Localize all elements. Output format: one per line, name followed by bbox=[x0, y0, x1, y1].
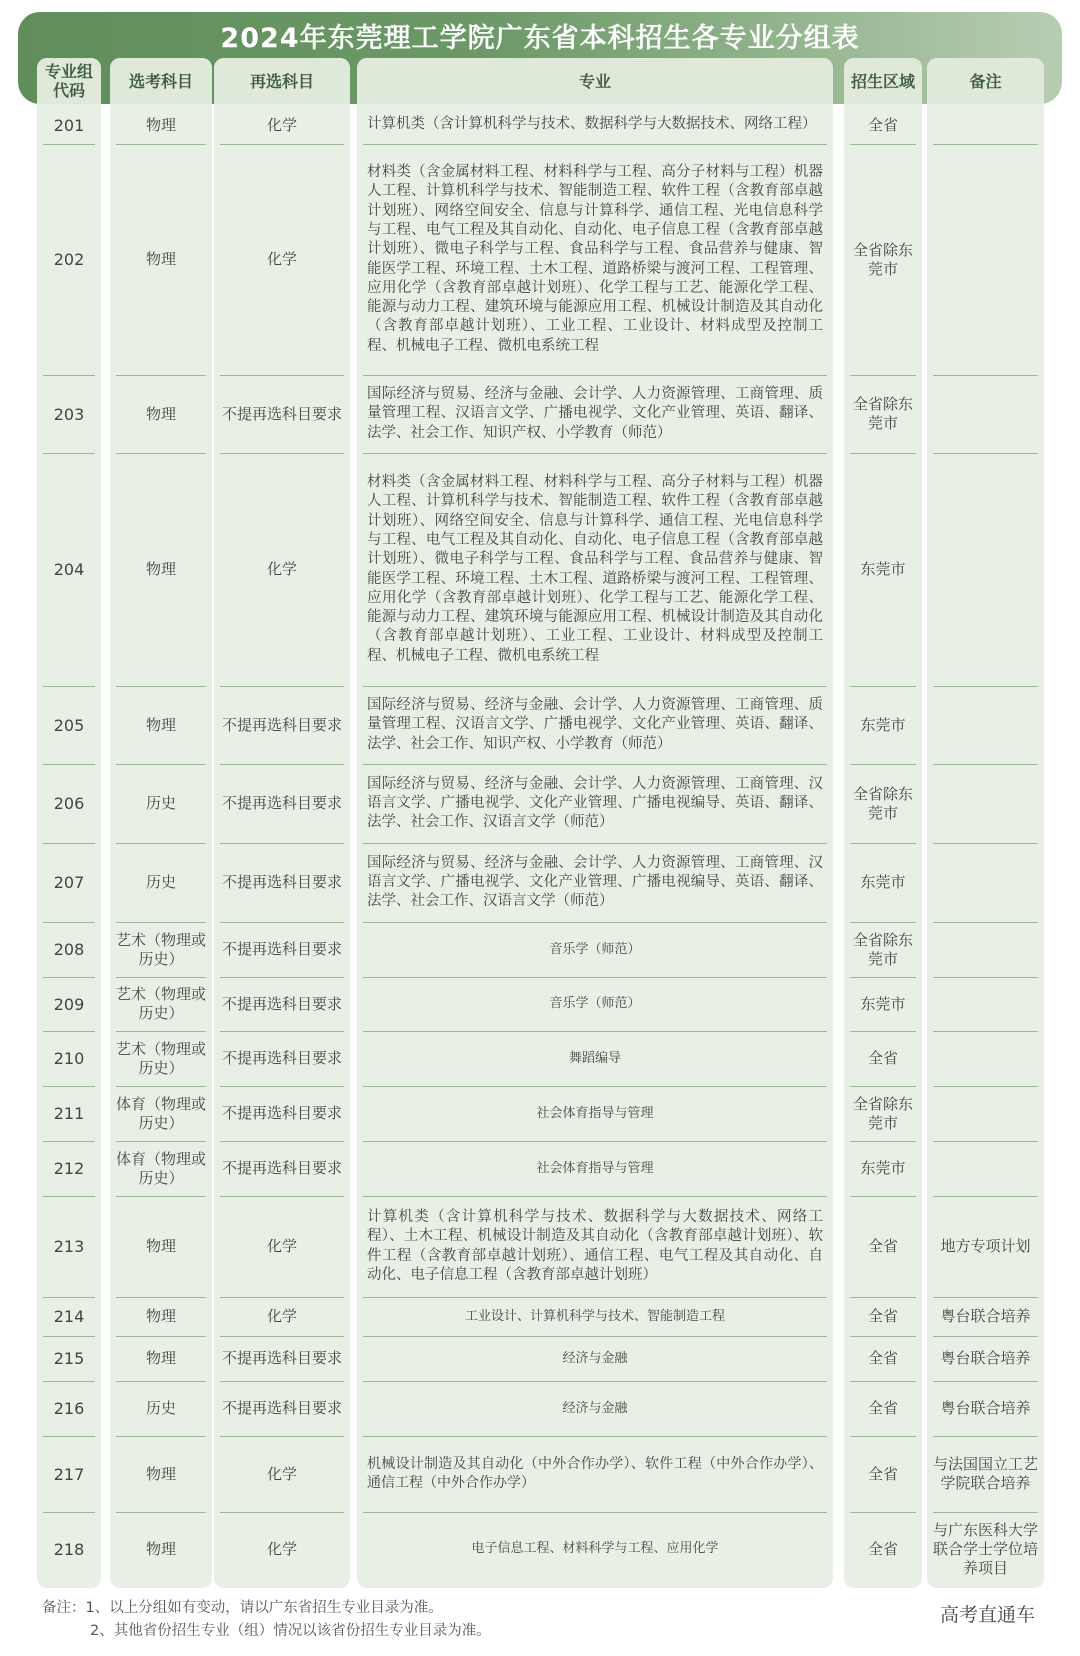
cell-subject-text: 物理 bbox=[145, 115, 176, 134]
cell-major bbox=[357, 1141, 833, 1196]
cell-major-text: 国际经济与贸易、经济与金融、会计学、人力资源管理、工商管理、汉语言文学、广播电视学、文化产业管理、广播电视编导、英语、翻译、法学、社会工作、汉语言文学（师范） bbox=[367, 775, 823, 831]
cell-subject bbox=[110, 1196, 212, 1297]
cell-major bbox=[357, 1512, 833, 1586]
cell-major-text: 国际经济与贸易、经济与金融、会计学、人力资源管理、工商管理、质量管理工程、汉语言文学、广播电视学、文化产业管理、英语、翻译、法学、社会工作、知识产权、小学教育（师范） bbox=[367, 697, 823, 752]
cell-remark bbox=[927, 453, 1044, 686]
cell-major bbox=[357, 843, 833, 922]
cell-code-text: 208 bbox=[53, 940, 85, 959]
cell-subject-text: 艺术（物理或历史） bbox=[116, 930, 207, 968]
cell-reselect-text: 不提再选科目要求 bbox=[221, 994, 342, 1013]
cell-subject-text: 物理 bbox=[145, 1307, 176, 1325]
cell-reselect bbox=[214, 922, 350, 977]
cell-remark bbox=[927, 1196, 1044, 1297]
cell-remark bbox=[927, 843, 1044, 922]
cell-region-text: 全省 bbox=[867, 1307, 898, 1325]
cell-major-text: 社会体育指导与管理 bbox=[536, 1105, 654, 1121]
header-reselect: 再选科目 bbox=[214, 58, 350, 104]
cell-remark-text: 粤台联合培养 bbox=[940, 1349, 1031, 1367]
cell-remark bbox=[927, 106, 1044, 144]
cell-reselect bbox=[214, 1031, 350, 1086]
cell-reselect-text: 不提再选科目要求 bbox=[221, 794, 342, 812]
cell-remark bbox=[927, 1512, 1044, 1586]
cell-subject bbox=[110, 1031, 212, 1086]
cell-region-text: 东莞市 bbox=[860, 994, 906, 1013]
cell-reselect bbox=[214, 106, 350, 144]
cell-major bbox=[357, 1336, 833, 1381]
cell-subject bbox=[110, 1086, 212, 1141]
cell-major bbox=[357, 453, 833, 686]
watermark: 高考直通车 bbox=[940, 1604, 1036, 1626]
cell-subject-text: 艺术（物理或历史） bbox=[116, 1039, 207, 1077]
cell-reselect bbox=[214, 977, 350, 1031]
header-code: 专业组代码 bbox=[37, 58, 101, 104]
cell-region-text: 全省 bbox=[867, 115, 898, 134]
cell-major bbox=[357, 922, 833, 977]
cell-subject bbox=[110, 922, 212, 977]
cell-subject-text: 历史 bbox=[145, 873, 176, 891]
cell-region-text: 全省除东莞市 bbox=[852, 784, 913, 822]
cell-reselect-text: 化学 bbox=[266, 1307, 297, 1325]
cell-code bbox=[37, 1297, 101, 1336]
cell-region-text: 全省除东莞市 bbox=[852, 395, 913, 432]
cell-code bbox=[37, 1141, 101, 1196]
cell-major bbox=[357, 1436, 833, 1512]
cell-region-text: 全省 bbox=[867, 1049, 898, 1067]
cell-reselect-text: 不提再选科目要求 bbox=[221, 715, 342, 734]
cell-reselect-text: 化学 bbox=[266, 250, 297, 268]
cell-subject bbox=[110, 1297, 212, 1336]
cell-code bbox=[37, 1031, 101, 1086]
cell-reselect bbox=[214, 1512, 350, 1586]
cell-region bbox=[844, 843, 922, 922]
cell-major-text: 电子信息工程、材料科学与工程、应用化学 bbox=[471, 1541, 719, 1557]
cell-reselect-text: 化学 bbox=[266, 1464, 297, 1483]
cell-major bbox=[357, 1031, 833, 1086]
cell-major-text: 经济与金融 bbox=[562, 1400, 628, 1416]
cell-major-text: 计算机类（含计算机科学与技术、数据科学与大数据技术、网络工程）、土木工程、机械设计制造及其自动化（含教育部卓越计划班）、软件工程（含教育部卓越计划班）、通信工程、电气工程及其自动化、自动化、电子信息工程（含教育部卓越计划班） bbox=[367, 1208, 823, 1283]
cell-subject-text: 艺术（物理或历史） bbox=[116, 985, 207, 1022]
cell-subject bbox=[110, 106, 212, 144]
cell-code-text: 217 bbox=[53, 1464, 85, 1484]
cell-reselect-text: 不提再选科目要求 bbox=[221, 1049, 342, 1067]
cell-remark-text: 粤台联合培养 bbox=[940, 1399, 1031, 1417]
cell-major bbox=[357, 1086, 833, 1141]
cell-code-text: 215 bbox=[53, 1349, 85, 1368]
cell-major-text: 机械设计制造及其自动化（中外合作办学）、软件工程（中外合作办学）、通信工程（中外合作办学） bbox=[367, 1455, 823, 1491]
cell-remark bbox=[927, 1086, 1044, 1141]
cell-reselect-text: 不提再选科目要求 bbox=[221, 1104, 342, 1122]
cell-reselect bbox=[214, 764, 350, 843]
cell-region-text: 全省 bbox=[867, 1349, 898, 1367]
cell-reselect-text: 不提再选科目要求 bbox=[221, 1159, 342, 1177]
cell-remark bbox=[927, 1436, 1044, 1512]
cell-major-text: 舞蹈编导 bbox=[568, 1050, 621, 1066]
cell-reselect bbox=[214, 1196, 350, 1297]
cell-region bbox=[844, 106, 922, 144]
cell-subject-text: 物理 bbox=[145, 250, 176, 268]
cell-major bbox=[357, 1381, 833, 1436]
cell-code-text: 206 bbox=[53, 794, 85, 813]
cell-region-text: 全省 bbox=[867, 1539, 898, 1558]
cell-region-text: 全省 bbox=[867, 1237, 898, 1255]
cell-region-text: 全省除东莞市 bbox=[852, 240, 913, 278]
cell-region-text: 东莞市 bbox=[860, 560, 906, 578]
cell-code bbox=[37, 1512, 101, 1586]
cell-code-text: 201 bbox=[53, 115, 85, 135]
cell-region bbox=[844, 922, 922, 977]
cell-region bbox=[844, 1297, 922, 1336]
cell-subject-text: 物理 bbox=[145, 404, 176, 423]
cell-code bbox=[37, 453, 101, 686]
cell-region-text: 全省 bbox=[867, 1399, 898, 1417]
cell-subject bbox=[110, 764, 212, 843]
cell-remark bbox=[927, 1381, 1044, 1436]
note-line-1: 备注：1、以上分组如有变动，请以广东省招生专业目录为准。 bbox=[42, 1600, 443, 1616]
header-remark: 备注 bbox=[927, 58, 1044, 104]
cell-region bbox=[844, 977, 922, 1031]
cell-reselect-text: 化学 bbox=[266, 1539, 297, 1558]
cell-subject bbox=[110, 144, 212, 375]
page-title: 2024年东莞理工学院广东省本科招生各专业分组表 bbox=[220, 23, 860, 54]
cell-code bbox=[37, 1196, 101, 1297]
cell-region bbox=[844, 375, 922, 453]
cell-remark bbox=[927, 1336, 1044, 1381]
cell-subject bbox=[110, 1141, 212, 1196]
cell-reselect bbox=[214, 843, 350, 922]
cell-major bbox=[357, 1196, 833, 1297]
cell-code-text: 214 bbox=[53, 1307, 85, 1326]
cell-remark bbox=[927, 1297, 1044, 1336]
cell-code bbox=[37, 144, 101, 375]
cell-reselect-text: 不提再选科目要求 bbox=[221, 404, 342, 423]
cell-subject bbox=[110, 686, 212, 764]
cell-major-text: 工业设计、计算机科学与技术、智能制造工程 bbox=[464, 1308, 725, 1324]
cell-region-text: 全省 bbox=[867, 1464, 898, 1483]
cell-region bbox=[844, 1336, 922, 1381]
cell-subject bbox=[110, 453, 212, 686]
header-major: 专业 bbox=[357, 58, 833, 104]
cell-major-text: 国际经济与贸易、经济与金融、会计学、人力资源管理、工商管理、汉语言文学、广播电视学、文化产业管理、广播电视编导、英语、翻译、法学、社会工作、汉语言文学（师范） bbox=[367, 854, 823, 910]
cell-reselect-text: 不提再选科目要求 bbox=[221, 1349, 342, 1367]
cell-subject bbox=[110, 1336, 212, 1381]
cell-major bbox=[357, 144, 833, 375]
cell-code-text: 207 bbox=[53, 873, 85, 892]
cell-major-text: 计算机类（含计算机科学与技术、数据科学与大数据技术、网络工程） bbox=[367, 116, 817, 133]
cell-remark bbox=[927, 375, 1044, 453]
cell-remark bbox=[927, 764, 1044, 843]
cell-region bbox=[844, 1141, 922, 1196]
cell-code-text: 216 bbox=[53, 1399, 85, 1418]
cell-code-text: 212 bbox=[53, 1159, 85, 1178]
cell-major-text: 音乐学（师范） bbox=[549, 941, 641, 957]
cell-major-text: 音乐学（师范） bbox=[549, 996, 641, 1012]
cell-subject bbox=[110, 843, 212, 922]
cell-remark bbox=[927, 977, 1044, 1031]
cell-remark-text: 粤台联合培养 bbox=[940, 1307, 1031, 1325]
cell-reselect bbox=[214, 1336, 350, 1381]
cell-major bbox=[357, 375, 833, 453]
cell-remark-text: 地方专项计划 bbox=[940, 1237, 1031, 1255]
cell-code bbox=[37, 1381, 101, 1436]
cell-region-text: 东莞市 bbox=[860, 873, 906, 891]
cell-subject bbox=[110, 977, 212, 1031]
cell-region bbox=[844, 1196, 922, 1297]
cell-major-text: 材料类（含金属材料工程、材料科学与工程、高分子材料与工程）机器人工程、计算机科学与技术、智能制造工程、软件工程（含教育部卓越计划班）、网络空间安全、信息与计算科学、通信工程、光电信息科学与工程、电气工程及其自动化、自动化、电子信息工程（含教育部卓越计划班）、微电子科学与工程、食品科学与工程、食品营养与健康、智能医学工程、环境工程、土木工程、道路桥梁与渡河工程、工程管理、应用化学（含教育部卓越计划班）、化学工程与工艺、能源化学工程、能源与动力工程、建筑环境与能源应用工程、机械设计制造及其自动化（含教育部卓越计划班）、工业工程、工业设计、材料成型及控制工程、机械电子工程、微机电系统工程 bbox=[367, 474, 823, 664]
cell-code bbox=[37, 106, 101, 144]
cell-region bbox=[844, 1436, 922, 1512]
cell-region bbox=[844, 1381, 922, 1436]
cell-subject bbox=[110, 375, 212, 453]
cell-reselect-text: 不提再选科目要求 bbox=[221, 1399, 342, 1417]
cell-reselect-text: 化学 bbox=[266, 1237, 297, 1255]
cell-subject-text: 物理 bbox=[145, 1539, 176, 1558]
cell-region-text: 东莞市 bbox=[860, 715, 906, 734]
cell-code bbox=[37, 375, 101, 453]
cell-code-text: 218 bbox=[53, 1539, 85, 1559]
cell-major bbox=[357, 106, 833, 144]
cell-region bbox=[844, 1031, 922, 1086]
cell-major-text: 国际经济与贸易、经济与金融、会计学、人力资源管理、工商管理、质量管理工程、汉语言文学、广播电视学、文化产业管理、英语、翻译、法学、社会工作、知识产权、小学教育（师范） bbox=[367, 386, 823, 441]
cell-code bbox=[37, 977, 101, 1031]
cell-region bbox=[844, 144, 922, 375]
cell-subject-text: 体育（物理或历史） bbox=[116, 1094, 207, 1132]
cell-reselect bbox=[214, 1141, 350, 1196]
cell-reselect bbox=[214, 1086, 350, 1141]
cell-reselect bbox=[214, 686, 350, 764]
cell-remark bbox=[927, 922, 1044, 977]
cell-major bbox=[357, 686, 833, 764]
cell-reselect bbox=[214, 1436, 350, 1512]
cell-major bbox=[357, 977, 833, 1031]
cell-region bbox=[844, 453, 922, 686]
cell-reselect-text: 不提再选科目要求 bbox=[221, 873, 342, 891]
cell-major-text: 材料类（含金属材料工程、材料科学与工程、高分子材料与工程）机器人工程、计算机科学与技术、智能制造工程、软件工程（含教育部卓越计划班）、网络空间安全、信息与计算科学、通信工程、光电信息科学与工程、电气工程及其自动化、自动化、电子信息工程（含教育部卓越计划班）、微电子科学与工程、食品科学与工程、食品营养与健康、智能医学工程、环境工程、土木工程、道路桥梁与渡河工程、工程管理、应用化学（含教育部卓越计划班）、化学工程与工艺、能源化学工程、能源与动力工程、建筑环境与能源应用工程、机械设计制造及其自动化（含教育部卓越计划班）、工业工程、工业设计、材料成型及控制工程、机械电子工程、微机电系统工程 bbox=[367, 164, 823, 354]
cell-code-text: 203 bbox=[53, 404, 85, 424]
cell-subject bbox=[110, 1436, 212, 1512]
cell-subject-text: 物理 bbox=[145, 715, 176, 734]
cell-code-text: 211 bbox=[53, 1104, 85, 1123]
cell-major bbox=[357, 764, 833, 843]
cell-reselect bbox=[214, 1381, 350, 1436]
cell-region bbox=[844, 764, 922, 843]
cell-reselect-text: 化学 bbox=[266, 560, 297, 578]
cell-code-text: 213 bbox=[53, 1237, 85, 1256]
cell-code bbox=[37, 843, 101, 922]
cell-reselect bbox=[214, 144, 350, 375]
cell-remark bbox=[927, 144, 1044, 375]
note-line-2: 2、其他省份招生专业（组）情况以该省份招生专业目录为准。 bbox=[90, 1623, 491, 1639]
cell-major-text: 社会体育指导与管理 bbox=[536, 1160, 654, 1176]
header-region: 招生区域 bbox=[844, 58, 922, 104]
cell-subject-text: 物理 bbox=[145, 1237, 176, 1255]
cell-region bbox=[844, 1512, 922, 1586]
cell-region-text: 全省除东莞市 bbox=[852, 930, 913, 968]
cell-subject-text: 物理 bbox=[145, 1349, 176, 1367]
cell-code-text: 210 bbox=[53, 1049, 85, 1068]
cell-code-text: 205 bbox=[53, 715, 85, 735]
cell-subject bbox=[110, 1381, 212, 1436]
cell-subject-text: 体育（物理或历史） bbox=[116, 1149, 207, 1187]
cell-code bbox=[37, 764, 101, 843]
cell-major-text: 经济与金融 bbox=[562, 1350, 628, 1366]
cell-reselect bbox=[214, 375, 350, 453]
cell-reselect-text: 化学 bbox=[266, 115, 297, 134]
cell-code bbox=[37, 686, 101, 764]
cell-major bbox=[357, 1297, 833, 1336]
cell-code bbox=[37, 922, 101, 977]
cell-subject-text: 历史 bbox=[145, 1399, 176, 1417]
cell-subject-text: 物理 bbox=[145, 560, 176, 578]
cell-code-text: 204 bbox=[53, 560, 85, 579]
cell-code bbox=[37, 1436, 101, 1512]
cell-remark-text: 与广东医科大学联合学士学位培养项目 bbox=[933, 1520, 1039, 1577]
cell-region-text: 东莞市 bbox=[860, 1159, 906, 1177]
cell-reselect bbox=[214, 453, 350, 686]
cell-remark-text: 与法国国立工艺学院联合培养 bbox=[933, 1455, 1039, 1492]
cell-remark bbox=[927, 686, 1044, 764]
cell-subject-text: 历史 bbox=[145, 794, 176, 812]
cell-reselect-text: 不提再选科目要求 bbox=[221, 940, 342, 958]
cell-remark bbox=[927, 1031, 1044, 1086]
cell-subject bbox=[110, 1512, 212, 1586]
header-subject: 选考科目 bbox=[110, 58, 212, 104]
cell-code-text: 209 bbox=[53, 994, 85, 1014]
cell-remark bbox=[927, 1141, 1044, 1196]
cell-subject-text: 物理 bbox=[145, 1464, 176, 1483]
cell-code bbox=[37, 1336, 101, 1381]
cell-reselect bbox=[214, 1297, 350, 1336]
cell-region bbox=[844, 1086, 922, 1141]
cell-region bbox=[844, 686, 922, 764]
cell-code bbox=[37, 1086, 101, 1141]
cell-region-text: 全省除东莞市 bbox=[852, 1094, 913, 1132]
cell-code-text: 202 bbox=[53, 250, 85, 269]
